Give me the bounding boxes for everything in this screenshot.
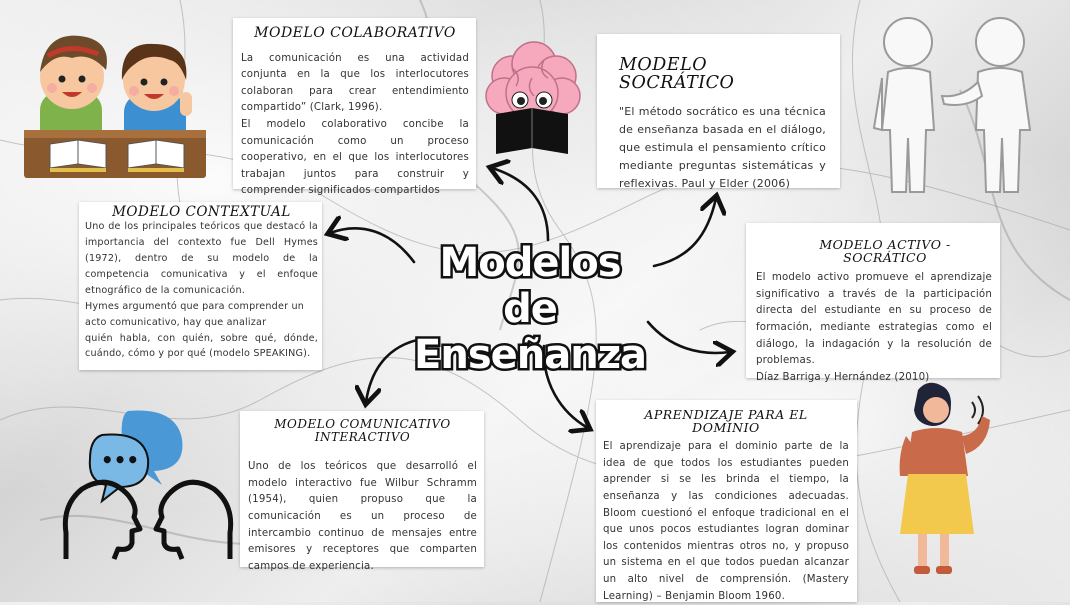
brain-book-illustration [482, 38, 582, 158]
card-socratico [597, 34, 840, 188]
card-text: Uno de los principales teóricos que destacó la importancia del contexto fue Dell Hymes (1972), dentro de su modelo de la competencia comunicativa y el enfoque etnográfico de la comunicación. [85, 221, 318, 296]
card-activo [746, 223, 1000, 383]
card-text: El aprendizaje para el dominio parte de la idea de que todos los estudiantes pueden aprender si se les brinda el tiempo, la enseñanza y las condiciones adecuadas. Bloom cuestionó el enfoque tradicional en el que unos pocos estudiantes logran dominar los contenidos mientras otros no, y propuso un sistema en el que todos puedan alcanzar un alto nivel de comprensión. (Mastery Learning) – Benjamin Bloom 1960. [603, 441, 849, 602]
card-text: Hymes argumentó que para comprender un acto comunicativo, hay que analizar [85, 300, 305, 328]
card-heading: MODELO SOCRÁTICO [619, 55, 735, 94]
card-text: El modelo activo promueve el aprendizaje significativo a través de la participación directa del estudiante en su proceso de formación, mediante estrategias como el diálogo, la indagación y la resolución de problemas. [756, 272, 992, 367]
card-heading: MODELO CONTEXTUAL [112, 204, 291, 220]
card-contextual [79, 202, 322, 370]
card-heading: MODELO COLABORATIVO [254, 25, 456, 41]
card-heading: MODELO ACTIVO - SOCRÁTICO [819, 237, 951, 266]
title-line-1: Modelos de [439, 240, 621, 332]
card-text: El modelo colaborativo concibe la comunicación como un proceso cooperativo, en el que los interlocutores trabajan juntos para construir y comprender significados compartidos [241, 119, 469, 197]
card-text: La comunicación es una actividad conjunta en la que los interlocutores colaboran para crear entendimiento compartido” (Clark, 1996). [241, 52, 469, 114]
card-heading: APRENDIZAJE PARA EL DOMINIO [644, 407, 808, 436]
card-text: "El método socrático es una técnica de enseñanza basada en el diálogo, que estimula el pensamiento crítico mediante preguntas sistemáticas y reflexivas. Paul y Elder (2006) [619, 104, 826, 190]
two-people-illustration [866, 12, 1046, 194]
card-heading: MODELO COMUNICATIVO INTERACTIVO [274, 417, 451, 444]
card-text: quién habla, con quién, sobre qué, dónde, cuándo, cómo y por qué (modelo SPEAKING). [85, 332, 318, 360]
main-title [410, 240, 650, 378]
card-text: Uno de los teóricos que desarrolló el modelo interactivo fue Wilbur Schramm (1954), quien propuso que la comunicación es un proceso de intercambio continuo de mensajes entre emisores y receptores que comparten campos de experiencia. [248, 461, 477, 572]
card-comunicativo [240, 411, 484, 572]
chat-dots: ••• [100, 448, 140, 472]
woman-speaking-illustration [892, 380, 1002, 580]
speech-heads-illustration [58, 405, 238, 565]
card-text: Díaz Barriga y Hernández (2010) [756, 371, 930, 383]
title-line-2: Enseñanza [414, 332, 646, 378]
kids-reading-illustration [20, 22, 210, 182]
card-colaborativo [233, 18, 476, 197]
card-dominio [596, 400, 857, 602]
